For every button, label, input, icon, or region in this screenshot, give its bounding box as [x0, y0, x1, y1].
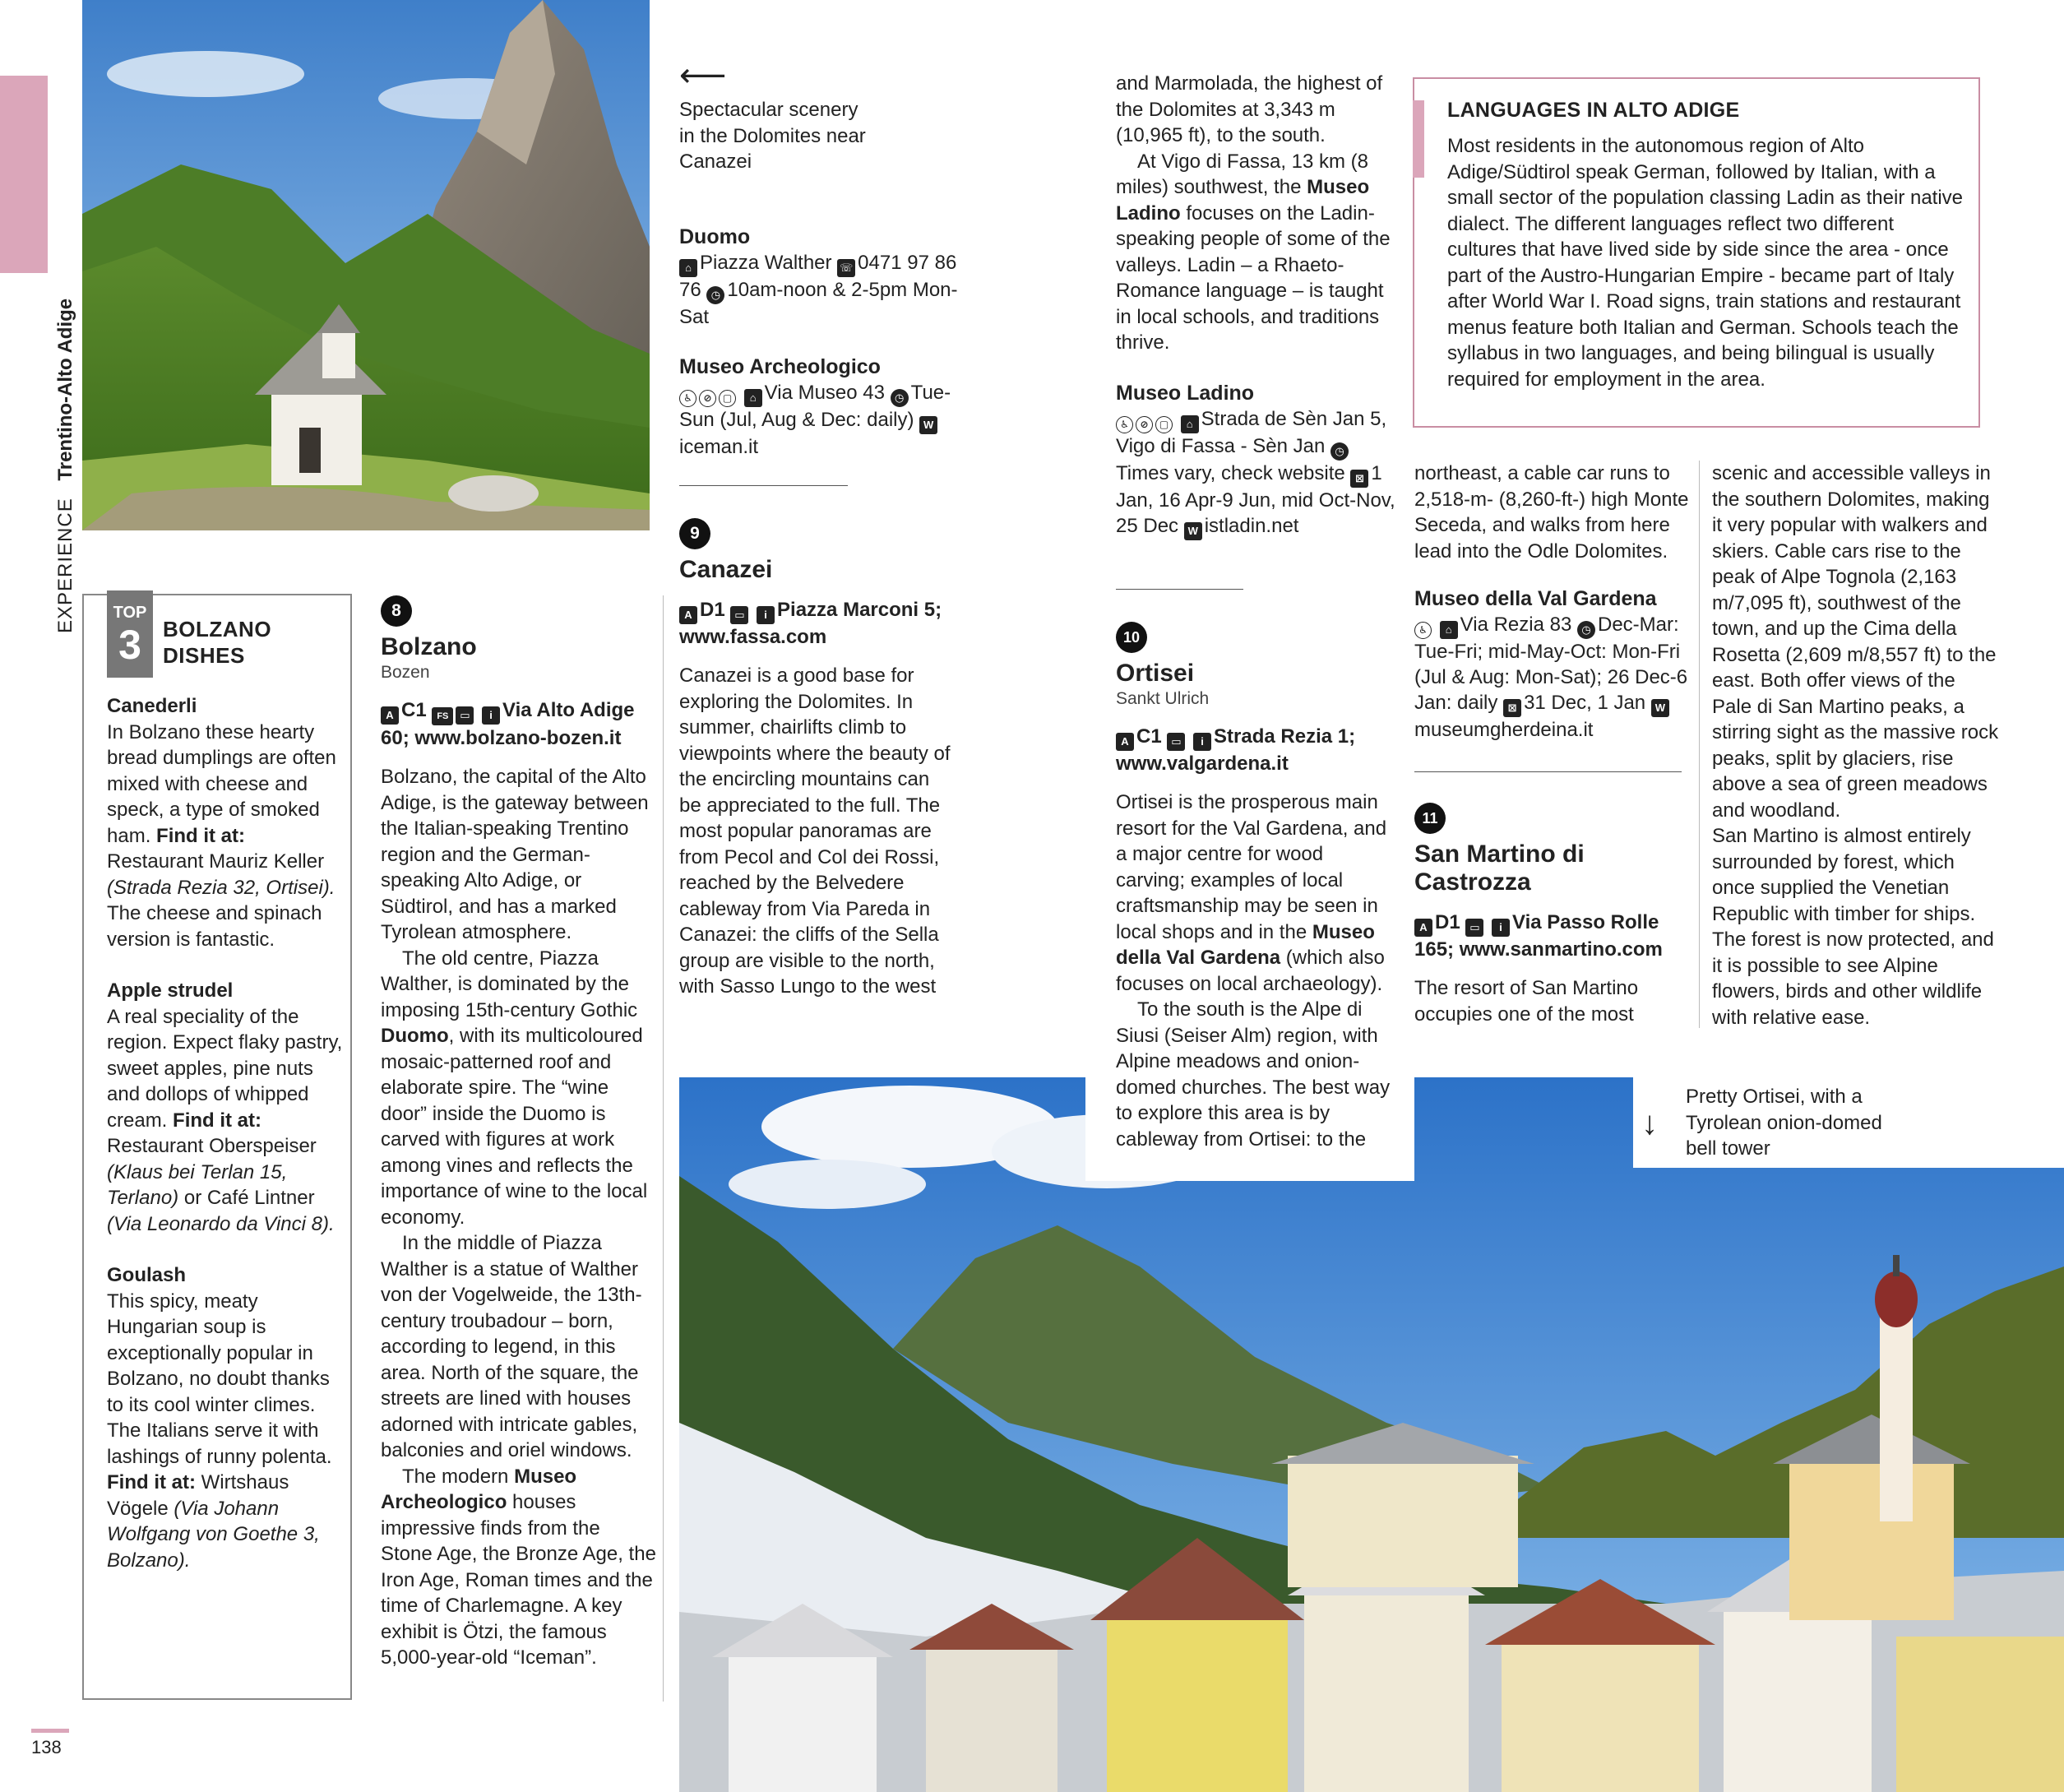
accessible-icon: ♿ — [679, 390, 696, 407]
museo-arch-listing — [679, 354, 959, 460]
listing-hours: Tue-Sun (Jul, Aug & Dec: daily) — [679, 382, 951, 431]
languages-title: LANGUAGES IN ALTO ADIGE — [1447, 99, 1740, 122]
clock-icon: ◷ — [1577, 621, 1595, 639]
web-icon: W — [1184, 522, 1202, 540]
languages-text: Most residents in the autonomous region of Alto Adige/Südtirol speak German, followed by Italian, with a small sector of the population classing Ladin as their native dialect. The different languages reflect two different cultures that have lived side by side since the area - once part of the Austro-Hungarian Empire - became part of Italy after World War I. Road signs, train stations and restaurant menus feature both Italian and German. Schools teach the syllabus in two languages, and being bilingual is usually required for employment in the area. — [1447, 135, 1964, 391]
entry-number-badge: 8 — [381, 595, 412, 627]
dish-desc: A real speciality of the region. Expect flaky pastry, sweet apples, pine nuts and dollops of whipped cream. — [107, 1005, 343, 1132]
listing-title: Museo Ladino — [1116, 382, 1255, 405]
page-number: 138 — [31, 1737, 62, 1757]
find-label: Find it at: — [156, 824, 246, 847]
dish-desc: This spicy, meaty Hungarian soup is exceptionally popular in Bolzano, no doubt thanks to its cool winter climes. The Italians serve it with lashings of runny polenta. — [107, 1290, 332, 1468]
web-icon: W — [1651, 699, 1669, 717]
listing-address: Strada de Sèn Jan 5, Vigo di Fassa - Sèn Jan — [1116, 408, 1387, 457]
highlight-duomo: Duomo — [381, 1025, 449, 1047]
map-grid-icon: A — [1414, 919, 1432, 937]
no-photo-icon: ⊘ — [699, 390, 716, 407]
entry-title-line1: San Martino di — [1414, 840, 1585, 868]
highlight-museo-val: Museo della Val Gardena — [1116, 920, 1375, 969]
listing-web: istladin.net — [1204, 515, 1299, 537]
dish-name: Canederli — [107, 695, 197, 717]
museo-val-listing — [1414, 586, 1694, 743]
shop-icon: ▢ — [1155, 416, 1173, 433]
duomo-listing — [679, 224, 959, 330]
no-photo-icon: ⊘ — [1136, 416, 1153, 433]
paragraph: Canazei is a good base for exploring the Dolomites. In summer, chairlifts climb to viewpoints where the beauty of the encircling mountains can be appreciated to the full. The most popular panoramas are from Pecol and Col dei Rossi, reached by the Belvedere cableway from Via Pareda in Canazei: the cliffs of the Sella group are visible to the north, with Sasso Lungo to the west — [679, 664, 951, 998]
grid-ref: C1 — [1136, 725, 1162, 748]
entry-address: Piazza Marconi 5; www.fassa.com — [679, 599, 942, 648]
find-place: Restaurant Mauriz Keller — [107, 850, 325, 873]
grid-ref: C1 — [401, 699, 427, 721]
find-place-2: or Café Lintner — [183, 1187, 315, 1209]
highlight-museo-ladino: Museo Ladino — [1116, 176, 1370, 225]
address-icon: ⌂ — [1440, 621, 1458, 639]
find-label: Find it at: — [107, 1471, 196, 1493]
photo-ortisei-svg — [679, 1077, 2064, 1792]
address-icon: ⌂ — [679, 259, 697, 277]
listing-info — [679, 250, 959, 330]
entry-address: Via Alto Adige 60; www.bolzano-bozen.it — [381, 699, 635, 749]
dish-name: Goulash — [107, 1264, 187, 1286]
bolzano-section — [381, 595, 656, 1671]
clock-icon: ◷ — [891, 389, 909, 407]
find-address-2: (Via Leonardo da Vinci 8). — [107, 1212, 335, 1235]
listing-web: museumgherdeina.it — [1414, 719, 1594, 741]
caption-bottom-arrow: ↓ — [1641, 1105, 1658, 1141]
canazei-section — [679, 518, 955, 1000]
top3-title-line2: DISHES — [163, 643, 245, 668]
train-fs-icon: FS — [432, 707, 453, 725]
top3-title-line1: BOLZANO — [163, 617, 272, 641]
entry-title — [1414, 840, 1698, 896]
entry-number-badge: 10 — [1116, 622, 1147, 653]
top3-badge-num: 3 — [118, 622, 141, 668]
web-icon: W — [919, 416, 937, 434]
ortisei-section — [1116, 622, 1395, 1152]
page-number-mark — [31, 1729, 69, 1733]
museo-ladino-listing — [1116, 380, 1395, 540]
listing-title: Museo Archeologico — [679, 355, 881, 378]
entry-info — [1116, 724, 1395, 776]
caption-top-arrow: ⟵ — [679, 58, 727, 94]
ortisei-continued: northeast, a cable car runs to 2,518-m- (8,260-ft-) high Monte Seceda, and walks from here lead into the Odle Dolomites. — [1414, 462, 1689, 563]
shop-icon: ▢ — [719, 390, 736, 407]
bus-icon: ▭ — [730, 606, 748, 624]
closed-icon: ⊠ — [1350, 470, 1368, 488]
paragraph: At Vigo di Fassa, 13 km (8 miles) southwest, the Museo Ladino focuses on the Ladin-speaking people of some of the valleys. Ladin – a Rhaeto-Romance language – is taught in local schools, and traditions thrive. — [1116, 150, 1391, 354]
section-rule — [679, 485, 848, 486]
info-icon: i — [1193, 733, 1211, 751]
phone-icon: ☏ — [837, 259, 855, 277]
languages-accent — [1413, 100, 1424, 178]
listing-hours: Dec-Mar: Tue-Fri; mid-May-Oct: Mon-Fri (Jul & Aug: Mon-Sat); 26 Dec-6 Jan: daily — [1414, 614, 1688, 714]
caption-top: Spectacular scenery in the Dolomites near Canazei — [679, 99, 866, 173]
entry-number-badge: 11 — [1414, 803, 1446, 834]
paragraph: scenic and accessible valleys in the southern Dolomites, making it very popular with walkers and skiers. Cable cars rise to the peak of Alpe Tognola (2,163 m/7,095 ft), southwest of the town, and up the Cima della Rosetta (2,609 m/8,557 ft) to the east. Both offer views of the Pale di San Martino peaks, a stirring sight as the massive rock peaks, split by glaciers, rise above a sea of green meadows and woodland. — [1712, 462, 1999, 822]
listing-phone: 0471 97 86 76 — [679, 252, 957, 301]
find-address: (Klaus bei Terlan 15, Terlano) — [107, 1160, 288, 1209]
top3-badge — [107, 590, 153, 678]
find-label: Find it at: — [173, 1109, 262, 1132]
bus-icon: ▭ — [1167, 733, 1185, 751]
paragraph: In the middle of Piazza Walther is a statue of Walther von der Vogelweide, the 13th-century troubadour – born, according to legend, in this area. North of the square, the streets are lined with houses adorned with intricate gables, balconies and oriel windows. — [381, 1232, 642, 1461]
map-grid-icon: A — [679, 606, 697, 624]
bus-icon: ▭ — [1465, 919, 1483, 937]
address-icon: ⌂ — [744, 389, 762, 407]
top3-dishes — [107, 693, 344, 1573]
entry-address: Strada Rezia 1; www.valgardena.it — [1116, 725, 1356, 775]
photo-ortisei — [679, 1077, 2064, 1792]
entry-info — [679, 597, 955, 650]
find-place: Wirtshaus Vögele — [107, 1471, 289, 1520]
entry-title: Ortisei — [1116, 660, 1195, 687]
map-grid-icon: A — [381, 706, 399, 725]
listing-address: Piazza Walther — [700, 252, 832, 274]
listing-hours: Times vary, check website — [1116, 462, 1345, 484]
photo-dolomites-chapel — [82, 0, 650, 530]
accessible-icon: ♿ — [1414, 622, 1432, 639]
caption-bottom: Pretty Ortisei, with a Tyrolean onion-domed bell tower — [1686, 1086, 1882, 1160]
listing-closed: 1 Jan, 16 Apr-9 Jun, mid Oct-Nov, 25 Dec — [1116, 462, 1395, 537]
column-divider — [1699, 461, 1700, 1028]
info-icon: i — [1492, 919, 1510, 937]
entry-address: Via Passo Rolle 165; www.sanmartino.com — [1414, 911, 1663, 961]
section-rule — [1414, 771, 1682, 772]
dish-name: Apple strudel — [107, 979, 234, 1002]
find-address: (Via Johann Wolfgang von Goethe 3, Bolzano). — [107, 1497, 320, 1572]
paragraph: To the south is the Alpe di Siusi (Seiser Alm) region, with Alpine meadows and onion-domed churches. The best way to explore this area is by cableway from Ortisei: to the — [1116, 998, 1391, 1151]
highlight-museo: Museo Archeologico — [381, 1465, 577, 1513]
address-icon: ⌂ — [1181, 415, 1199, 433]
listing-closed: 31 Dec, 1 Jan — [1524, 692, 1646, 714]
info-icon: i — [757, 606, 775, 624]
side-region: Trentino-Alto Adige — [54, 298, 76, 481]
closed-icon: ⊠ — [1503, 699, 1521, 717]
grid-ref: D1 — [1435, 911, 1460, 933]
top3-badge-top: TOP — [113, 604, 147, 622]
section-rule — [1116, 589, 1243, 590]
paragraph: San Martino is almost entirely surrounded by forest, which once supplied the Venetian Republic with timber for ships. The forest is now protected, and it is possible to see Alpine flowers, birds and other wildlife with relative ease. — [1712, 825, 1994, 1029]
info-icon: i — [482, 706, 500, 725]
entry-title: Bolzano — [381, 633, 477, 660]
listing-hours: 10am-noon & 2-5pm Mon-Sat — [679, 279, 958, 328]
map-grid-icon: A — [1116, 733, 1134, 751]
entry-subtitle: Sankt Ulrich — [1116, 689, 1210, 708]
dish-apple-strudel — [107, 978, 344, 1237]
listing-address: Via Museo 43 — [764, 382, 885, 404]
listing-web: iceman.it — [679, 436, 759, 458]
entry-title: Canazei — [679, 556, 773, 583]
entry-title-line2: Castrozza — [1414, 868, 1531, 896]
side-experience: EXPERIENCE — [54, 498, 76, 633]
listing-info — [1116, 406, 1395, 540]
photo-dolomites-svg — [82, 0, 650, 530]
listing-address: Via Rezia 83 — [1460, 614, 1572, 636]
entry-body — [679, 663, 955, 1000]
entry-subtitle: Bozen — [381, 663, 430, 682]
clock-icon: ◷ — [1330, 442, 1349, 461]
entry-body: The resort of San Martino occupies one of the most — [1414, 977, 1639, 1026]
entry-body — [1116, 789, 1395, 1152]
dish-goulash — [107, 1262, 344, 1573]
sanmartino-continued — [1712, 461, 2000, 1030]
entry-info — [1414, 910, 1698, 962]
listing-info — [679, 380, 959, 460]
paragraph: and Marmolada, the highest of the Dolomites at 3,343 m (10,965 ft), to the south. — [1116, 72, 1383, 146]
find-address: (Strada Rezia 32, Ortisei). — [107, 876, 336, 899]
bus-icon: ▭ — [456, 706, 474, 725]
entry-info — [381, 697, 656, 751]
dish-desc: In Bolzano these hearty bread dumplings are often mixed with cheese and speck, a type of smoked ham. — [107, 720, 336, 847]
side-tab-accent — [0, 76, 48, 273]
paragraph: Bolzano, the capital of the Alto Adige, is the gateway between the Italian-speaking Trentino region and the German-speaking Alto Adige, or Südtirol, and has a marked Tyrolean atmosphere. — [381, 766, 649, 943]
side-label — [51, 288, 81, 633]
paragraph: The modern Museo Archeologico houses impressive finds from the Stone Age, the Bronze Age, the Iron Age, Roman times and the time of Charlemagne. A key exhibit is Ötzi, the famous 5,000-year-old “Iceman”. — [381, 1465, 656, 1669]
listing-info — [1414, 612, 1694, 743]
listing-title: Duomo — [679, 225, 751, 248]
column-divider — [663, 595, 664, 1702]
canazei-continued — [1116, 71, 1395, 356]
accessible-icon: ♿ — [1116, 416, 1133, 433]
find-place: Restaurant Oberspeiser — [107, 1135, 317, 1157]
listing-title: Museo della Val Gardena — [1414, 587, 1657, 610]
entry-body — [381, 764, 656, 1671]
dish-canederli — [107, 693, 344, 952]
grid-ref: D1 — [700, 599, 725, 621]
sanmartino-section — [1414, 803, 1698, 1027]
top3-title — [163, 616, 271, 669]
entry-number-badge: 9 — [679, 518, 710, 549]
paragraph: The old centre, Piazza Walther, is dominated by the imposing 15th-century Gothic Duomo, with its multicoloured mosaic-patterned roof and elaborate spire. The “wine door” inside the Duomo is carved with figures at work among vines and reflects the importance of wine to the local economy. — [381, 947, 648, 1229]
clock-icon: ◷ — [706, 286, 724, 304]
paragraph: Ortisei is the prosperous main resort for the Val Gardena, and a major centre for wood carving; examples of local craftsmanship may be seen in local shops and in the Museo della Val Gardena (which also focuses on local archaeology). — [1116, 791, 1387, 995]
dish-extra: The cheese and spinach version is fantastic. — [107, 902, 322, 951]
